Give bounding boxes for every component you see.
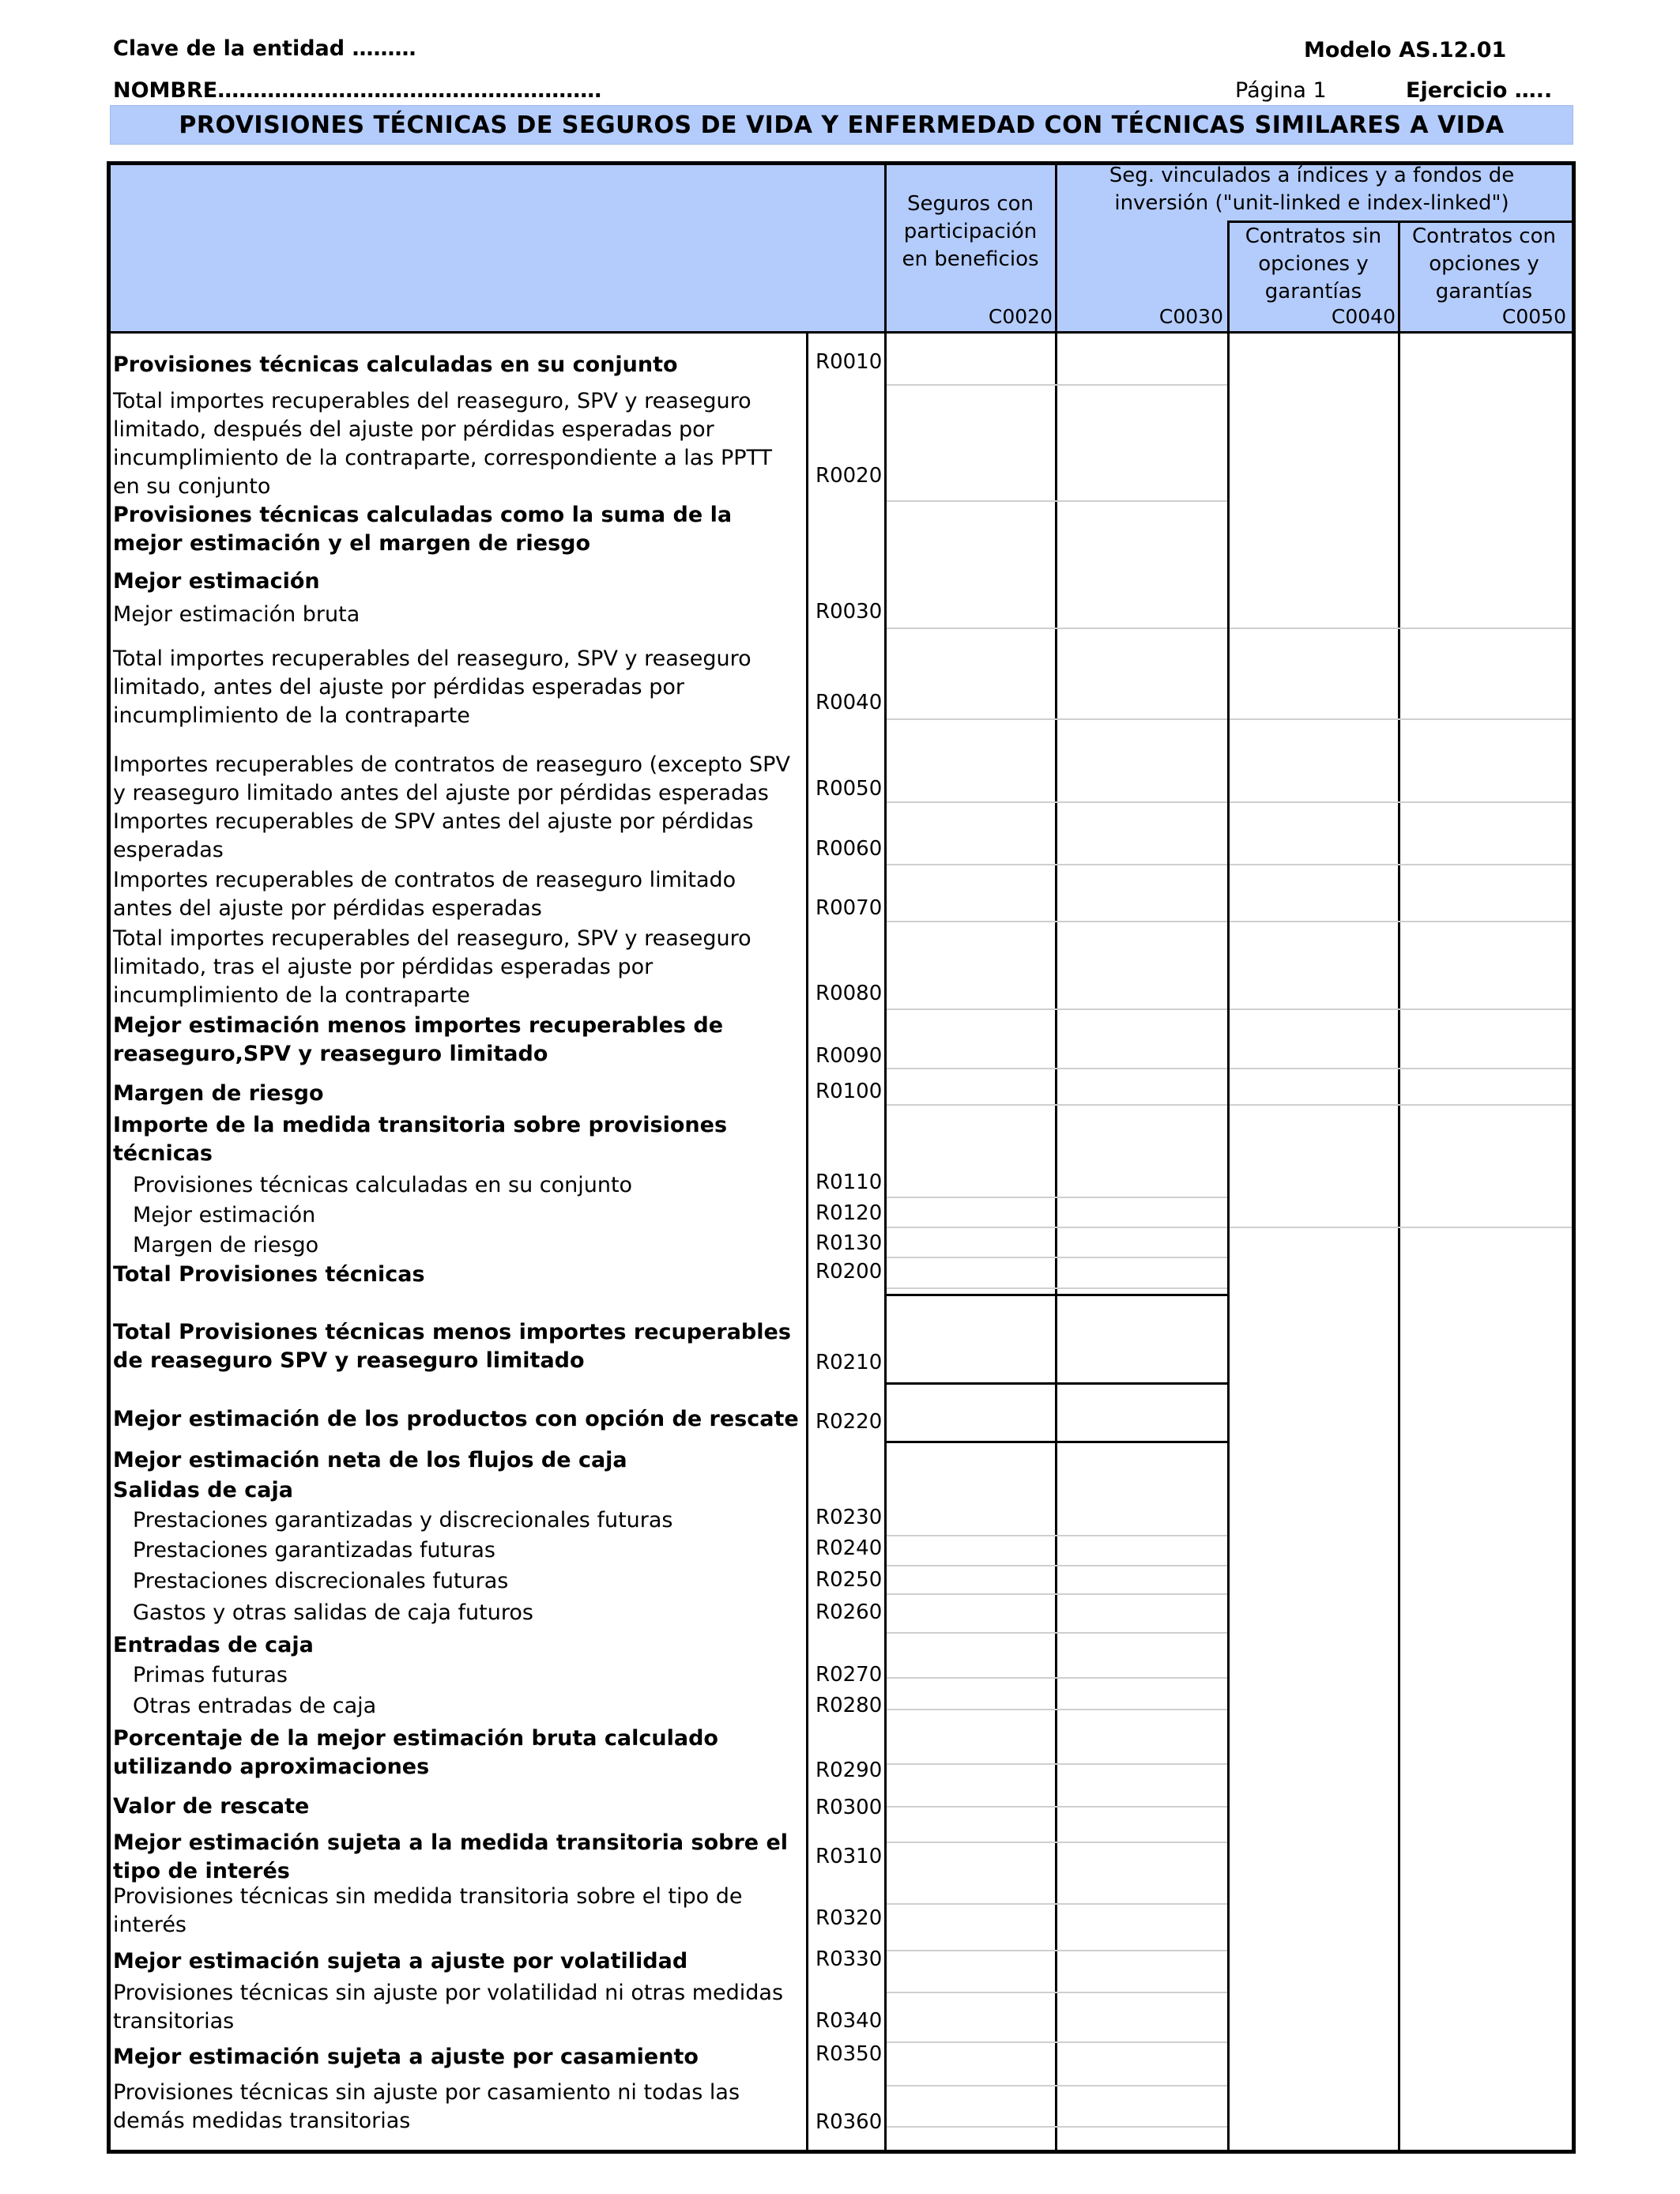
row-label: Importes recuperables de SPV antes del ajuste por pérdidas esperadas xyxy=(113,809,754,862)
cell-grid-line xyxy=(887,1287,1227,1289)
row-label: Provisiones técnicas sin ajuste por casamiento ni todas las demás medidas transitorias xyxy=(113,2080,740,2133)
cell-grid-line xyxy=(887,1593,1227,1595)
cell-grid-line xyxy=(887,718,1227,720)
cell-grid-line xyxy=(887,1992,1227,1993)
row-label: Mejor estimación xyxy=(133,1203,316,1227)
row-label: Total Provisiones técnicas menos importes recuperables de reaseguro SPV y reaseguro limitado xyxy=(113,1320,791,1373)
row-code: R0050 xyxy=(816,777,883,801)
code-column-divider xyxy=(884,165,887,2150)
row-code: R0230 xyxy=(816,1506,883,1529)
row-label: Otras entradas de caja xyxy=(133,1694,377,1718)
row-label: Valor de rescate xyxy=(113,1794,310,1819)
cell-grid-line xyxy=(887,1257,1227,1258)
row-label: Mejor estimación sujeta a ajuste por casamiento xyxy=(113,2045,699,2069)
row-code: R0350 xyxy=(816,2042,883,2066)
row-code: R0130 xyxy=(816,1231,883,1255)
row-label: Importes recuperables de contratos de reaseguro limitado antes del ajuste por pérdidas esperadas xyxy=(113,868,736,921)
col-code-c0020: C0020 xyxy=(988,305,1053,328)
cell-grid-line xyxy=(1230,864,1572,865)
row-code: R0200 xyxy=(816,1260,883,1284)
row-label: Provisiones técnicas calculadas como la suma de la mejor estimación y el margen de riesgo xyxy=(113,503,733,556)
c0020-column-divider xyxy=(1055,165,1057,2150)
exercise-label: Ejercicio ….. xyxy=(1406,78,1553,103)
row-label: Mejor estimación neta de los flujos de caja xyxy=(113,1448,627,1472)
row-code: R0300 xyxy=(816,1796,883,1819)
cell-grid-line xyxy=(1230,801,1572,803)
row-label: Total Provisiones técnicas xyxy=(113,1262,425,1287)
row-label: Provisiones técnicas sin medida transitoria sobre el tipo de interés xyxy=(113,1884,743,1937)
r0210-top-line xyxy=(887,1294,1229,1296)
header-bottom-line xyxy=(111,331,1572,334)
col-code-c0050: C0050 xyxy=(1501,305,1566,328)
row-code: R0070 xyxy=(816,896,883,920)
row-code: R0250 xyxy=(816,1568,883,1592)
row-code: R0270 xyxy=(816,1663,883,1687)
page-number: Página 1 xyxy=(1235,78,1327,103)
row-code: R0210 xyxy=(816,1351,883,1374)
cell-grid-line xyxy=(887,1227,1227,1228)
cell-grid-line xyxy=(887,1903,1227,1905)
cell-grid-line xyxy=(887,1535,1227,1536)
cell-grid-line xyxy=(1230,1104,1572,1106)
cell-grid-line xyxy=(887,628,1227,629)
cell-grid-line xyxy=(887,801,1227,803)
row-label: Prestaciones garantizadas futuras xyxy=(133,1538,495,1563)
row-code: R0010 xyxy=(816,350,883,374)
entity-key-label: Clave de la entidad ……… xyxy=(113,36,416,61)
col-header-c0020: Seguros con participación en beneficios xyxy=(902,192,1039,271)
cell-grid-line xyxy=(1230,1068,1572,1069)
cell-grid-line xyxy=(887,1763,1227,1765)
row-label: Mejor estimación menos importes recuperables de reaseguro,SPV y reaseguro limitado xyxy=(113,1013,724,1066)
row-label: Mejor estimación bruta xyxy=(113,602,360,627)
row-code: R0360 xyxy=(816,2110,883,2134)
row-code: R0220 xyxy=(816,1410,883,1434)
cell-grid-line xyxy=(887,1842,1227,1843)
row-label: Total importes recuperables del reaseguro, SPV y reaseguro limitado, después del ajuste por pérdidas esperadas por incumplimiento de la contraparte, correspondiente a las PPTT en su conjunto xyxy=(113,389,773,499)
cell-grid-line xyxy=(887,384,1227,386)
c0030-column-divider xyxy=(1227,221,1230,2150)
cell-grid-line xyxy=(887,864,1227,865)
row-code: R0310 xyxy=(816,1845,883,1868)
row-code: R0080 xyxy=(816,982,883,1005)
row-code: R0090 xyxy=(816,1044,883,1068)
row-code: R0260 xyxy=(816,1600,883,1624)
r0220-bottom-line xyxy=(887,1441,1229,1443)
row-code: R0120 xyxy=(816,1201,883,1225)
row-code: R0280 xyxy=(816,1694,883,1717)
row-label: Importe de la medida transitoria sobre provisiones técnicas xyxy=(113,1113,728,1166)
cell-grid-line xyxy=(887,1806,1227,1808)
form-title: PROVISIONES TÉCNICAS DE SEGUROS DE VIDA Y ENFERMEDAD CON TÉCNICAS SIMILARES A VIDA xyxy=(110,105,1573,145)
row-label: Margen de riesgo xyxy=(133,1233,319,1257)
row-code: R0110 xyxy=(816,1171,883,1194)
cell-grid-line xyxy=(1230,921,1572,922)
cell-grid-line xyxy=(887,2041,1227,2043)
row-label: Provisiones técnicas sin ajuste por volatilidad ni otras medidas transitorias xyxy=(113,1981,784,2034)
cell-grid-line xyxy=(1230,628,1572,629)
row-code: R0290 xyxy=(816,1759,883,1782)
col-header-unit-linked: Seg. vinculados a índices y a fondos de inversión ("unit-linked e index-linked") xyxy=(1109,164,1515,215)
row-label: Provisiones técnicas calculadas en su conjunto xyxy=(133,1173,633,1197)
cell-grid-line xyxy=(887,1068,1227,1069)
row-label: Salidas de caja xyxy=(113,1478,293,1502)
col-header-c0050: Contratos con opciones y garantías xyxy=(1412,224,1556,303)
row-label: Gastos y otras salidas de caja futuros xyxy=(133,1600,533,1625)
col-header-c0040: Contratos sin opciones y garantías xyxy=(1245,224,1382,303)
row-label: Mejor estimación de los productos con opción de rescate xyxy=(113,1407,799,1431)
cell-grid-line xyxy=(887,1104,1227,1106)
cell-grid-line xyxy=(887,1677,1227,1679)
row-label: Total importes recuperables del reaseguro, SPV y reaseguro limitado, antes del ajuste por pérdidas esperadas por incumplimiento de la contraparte xyxy=(113,647,751,728)
row-code: R0240 xyxy=(816,1536,883,1560)
row-label: Mejor estimación sujeta a ajuste por volatilidad xyxy=(113,1949,688,1973)
cell-grid-line xyxy=(887,1709,1227,1710)
col-code-c0030: C0030 xyxy=(1158,305,1223,328)
row-code: R0020 xyxy=(816,464,883,488)
r0220-top-line xyxy=(887,1382,1229,1385)
model-label: Modelo AS.12.01 xyxy=(1304,38,1507,62)
c0040-column-divider xyxy=(1398,221,1400,2150)
cell-grid-line xyxy=(887,2126,1227,2128)
cell-grid-line xyxy=(887,1008,1227,1010)
row-label: Mejor estimación sujeta a la medida transitoria sobre el tipo de interés xyxy=(113,1830,789,1883)
row-label: Prestaciones garantizadas y discrecionales futuras xyxy=(133,1508,673,1532)
row-code: R0040 xyxy=(816,691,883,714)
cell-grid-line xyxy=(887,921,1227,922)
cell-grid-line xyxy=(887,1950,1227,1951)
col-code-c0040: C0040 xyxy=(1331,305,1396,328)
cell-grid-line xyxy=(887,1632,1227,1634)
cell-grid-line xyxy=(887,1565,1227,1566)
row-label: Prestaciones discrecionales futuras xyxy=(133,1569,509,1593)
row-label: Primas futuras xyxy=(133,1663,288,1687)
entity-name-label: NOMBRE……………………………………………… xyxy=(113,78,602,103)
row-code: R0030 xyxy=(816,600,883,624)
cell-grid-line xyxy=(1230,1008,1572,1010)
cell-grid-line xyxy=(1230,1227,1572,1228)
row-label: Margen de riesgo xyxy=(113,1081,324,1106)
row-code: R0100 xyxy=(816,1080,883,1103)
cell-grid-line xyxy=(887,1197,1227,1198)
row-code: R0320 xyxy=(816,1906,883,1930)
cell-grid-line xyxy=(887,500,1227,502)
row-label: Total importes recuperables del reaseguro, SPV y reaseguro limitado, tras el ajuste por pérdidas esperadas por incumplimiento de la contraparte xyxy=(113,926,751,1008)
row-label: Porcentaje de la mejor estimación bruta calculado utilizando aproximaciones xyxy=(113,1726,718,1779)
cell-grid-line xyxy=(887,2085,1227,2087)
cell-grid-line xyxy=(1230,718,1572,720)
row-code: R0330 xyxy=(816,1947,883,1971)
row-code: R0340 xyxy=(816,2009,883,2033)
row-label: Entradas de caja xyxy=(113,1633,314,1657)
row-label: Mejor estimación xyxy=(113,569,320,594)
row-label: Importes recuperables de contratos de reaseguro (excepto SPV y reaseguro limitado antes del ajuste por pérdidas esperadas xyxy=(113,752,790,805)
row-label: Provisiones técnicas calculadas en su conjunto xyxy=(113,352,678,377)
row-code: R0060 xyxy=(816,837,883,861)
